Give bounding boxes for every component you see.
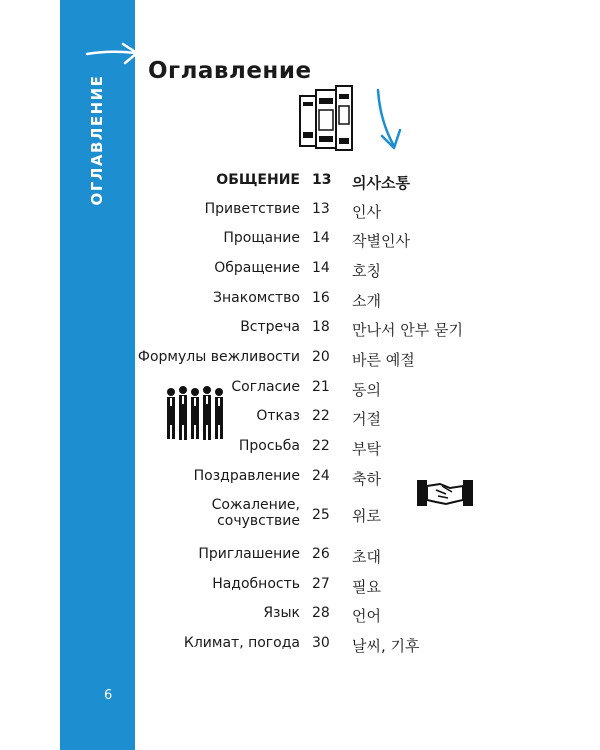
toc-page-number: 27 xyxy=(312,576,330,592)
page-number: 6 xyxy=(104,688,113,703)
toc-topic-ru: Приветствие xyxy=(204,201,300,217)
toc-topic-ru: Обращение xyxy=(214,260,300,276)
toc-topic-ru: Знакомство xyxy=(213,290,300,306)
toc-topic-ru: Просьба xyxy=(238,438,300,454)
toc-page-number: 14 xyxy=(312,230,330,246)
toc-item[interactable] xyxy=(137,349,500,371)
toc-topic-ru: Надобность xyxy=(212,576,300,592)
toc-page-number: 22 xyxy=(312,438,330,454)
toc-topic-ko: 작별인사 xyxy=(352,232,410,250)
toc-item[interactable] xyxy=(140,379,500,401)
toc-topic-ru: ОБЩЕНИЕ xyxy=(216,172,300,188)
toc-topic-ko: 의사소통 xyxy=(352,174,410,192)
toc-topic-ko: 인사 xyxy=(352,203,381,221)
toc-item[interactable] xyxy=(140,290,500,312)
toc-item[interactable] xyxy=(140,230,500,252)
toc-topic-ru-line2: сочувствие xyxy=(217,513,300,529)
toc-topic-ko: 바른 예절 xyxy=(352,351,415,369)
toc-page-number: 30 xyxy=(312,635,330,651)
toc-topic-ko: 언어 xyxy=(352,607,381,625)
toc-item[interactable] xyxy=(140,576,500,598)
toc-item[interactable] xyxy=(140,260,500,282)
toc-topic-ko: 만나서 안부 묻기 xyxy=(352,321,463,339)
toc-topic-ru: Поздравление xyxy=(193,468,300,484)
toc-topic-ru-line1: Сожаление, xyxy=(211,497,300,513)
toc-item[interactable] xyxy=(140,635,500,657)
books-icon xyxy=(298,82,354,154)
toc-page-number: 25 xyxy=(312,507,330,523)
toc-item[interactable] xyxy=(140,201,500,223)
toc-topic-ru: Формулы вежливости xyxy=(137,349,300,365)
toc-item[interactable] xyxy=(140,497,500,537)
toc-page-number: 24 xyxy=(312,468,330,484)
toc-topic-ru: Климат, погода xyxy=(183,635,300,651)
toc-item[interactable] xyxy=(140,468,500,490)
toc-page-number: 18 xyxy=(312,319,330,335)
toc-item[interactable] xyxy=(140,605,500,627)
toc-topic-ko: 초대 xyxy=(352,548,381,566)
toc-topic-ko: 소개 xyxy=(352,292,381,310)
toc-page-number: 21 xyxy=(312,379,330,395)
toc-item[interactable] xyxy=(140,546,500,568)
toc-topic-ko: 거절 xyxy=(352,410,381,428)
toc-topic-ru xyxy=(212,497,300,529)
arrow-down-icon xyxy=(372,86,412,156)
toc-page-number: 13 xyxy=(312,201,330,217)
toc-topic-ru: Встреча xyxy=(240,319,300,335)
toc-page-number: 20 xyxy=(312,349,330,365)
toc-item[interactable] xyxy=(140,438,500,460)
page-title: Оглавление xyxy=(148,58,312,84)
toc-topic-ko: 날씨, 기후 xyxy=(352,637,420,655)
toc-page-number: 22 xyxy=(312,408,330,424)
toc-page-number: 26 xyxy=(312,546,330,562)
toc-topic-ko: 부탁 xyxy=(352,440,381,458)
toc-page-number: 16 xyxy=(312,290,330,306)
toc-page-number: 28 xyxy=(312,605,330,621)
toc-topic-ru: Прощание xyxy=(223,230,300,246)
toc-topic-ru: Язык xyxy=(263,605,300,621)
toc-topic-ru: Отказ xyxy=(256,408,300,424)
toc-section-heading[interactable] xyxy=(140,172,500,194)
toc-topic-ko: 필요 xyxy=(352,578,381,596)
sidebar-section-label: ОГЛАВЛЕНИЕ xyxy=(88,74,106,206)
toc-topic-ko: 축하 xyxy=(352,470,381,488)
toc-topic-ru: Приглашение xyxy=(198,546,300,562)
toc-page-number: 13 xyxy=(312,172,332,188)
toc-topic-ru: Согласие xyxy=(231,379,300,395)
arrow-right-icon xyxy=(85,38,145,68)
toc-page-number: 14 xyxy=(312,260,330,276)
toc-topic-ko: 호칭 xyxy=(352,262,381,280)
toc-item[interactable] xyxy=(140,319,500,341)
toc-topic-ko: 동의 xyxy=(352,381,381,399)
toc-topic-ko: 위로 xyxy=(352,507,381,525)
toc-item[interactable] xyxy=(140,408,500,430)
